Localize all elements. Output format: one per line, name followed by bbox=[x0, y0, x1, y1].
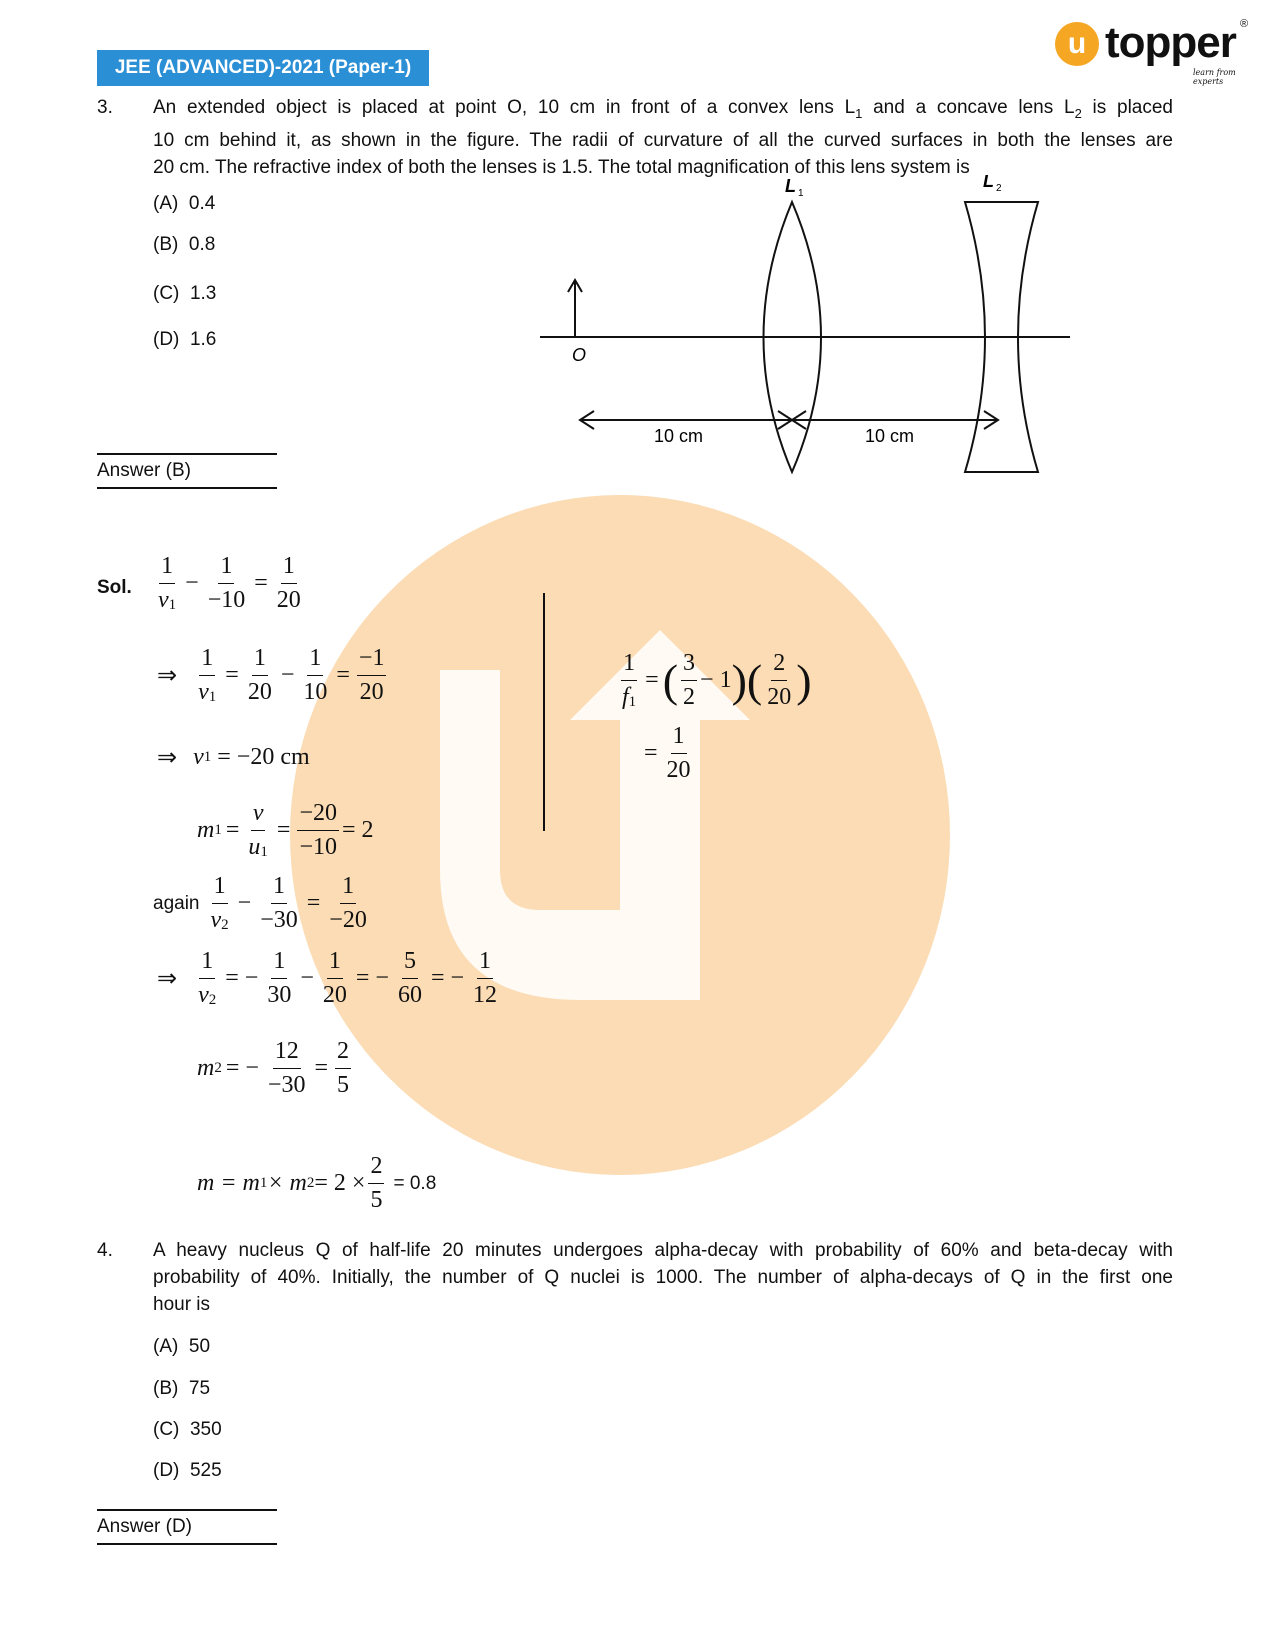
distance-label-2: 10 cm bbox=[865, 426, 915, 446]
logo-tagline: learn from experts bbox=[1193, 68, 1236, 86]
frac-num: 1 bbox=[252, 645, 268, 676]
lens2-label-sub: 2 bbox=[996, 183, 1002, 194]
focal-length-calc: $\frac{1}{f1}$ = ( $\frac{3}{2}$ − 1 )( $\frac{2}{20}$ ) bbox=[622, 650, 812, 710]
m1-sub: 1 bbox=[214, 822, 222, 838]
frac-den: 20 bbox=[322, 982, 347, 1008]
frac-den: −10 bbox=[299, 834, 337, 860]
frac-num: 1 bbox=[671, 723, 687, 754]
q3-option-c[interactable] bbox=[153, 283, 216, 305]
m1-sub: 1 bbox=[259, 1175, 268, 1191]
frac-den-sub: 1 bbox=[628, 694, 637, 710]
frac-num: 2 bbox=[368, 1153, 384, 1184]
v1-sub: 1 bbox=[203, 749, 212, 765]
frac-num: 2 bbox=[335, 1038, 351, 1069]
frac-den: v bbox=[158, 587, 169, 613]
q4-option-d[interactable] bbox=[153, 1460, 222, 1482]
question-3-number: 3. bbox=[97, 97, 113, 118]
again-text: again bbox=[153, 892, 200, 914]
solution-line-6: ⇒ $\frac{1}{v2}$ = − $\frac{1}{30}$ − $\frac{1}{20}$ = − $\frac{5}{60}$ = − $\frac{1}{12}$ bbox=[157, 948, 498, 1008]
solution-line-2: ⇒ $\frac{1}{v1}$ = $\frac{1}{20}$ − $\frac{1}{10}$ = $\frac{-1}{20}$ bbox=[157, 645, 385, 705]
q4-option-c[interactable] bbox=[153, 1419, 222, 1441]
frac-num: 1 bbox=[212, 873, 228, 904]
frac-num: 1 bbox=[340, 873, 356, 904]
frac-den: −30 bbox=[260, 907, 298, 933]
frac-den-sub: 1 bbox=[208, 689, 217, 705]
frac-den: 20 bbox=[276, 587, 301, 613]
solution-label: Sol. bbox=[97, 577, 132, 598]
frac-den: 30 bbox=[267, 982, 292, 1008]
q4-text-line3: hour is bbox=[153, 1294, 211, 1315]
question-3-text bbox=[153, 94, 1173, 181]
opt-label: (A) bbox=[153, 1336, 179, 1357]
solution-divider bbox=[543, 593, 545, 831]
q3-option-a[interactable] bbox=[153, 193, 215, 215]
solution-line-4: m 1 = $\frac{v}{u1}$ = $\frac{-20}{-10}$ = 2 bbox=[197, 800, 374, 860]
logo-registered-mark: ® bbox=[1240, 18, 1249, 30]
frac-num: 1 bbox=[307, 645, 323, 676]
lens-system-figure bbox=[530, 175, 1090, 485]
frac-den: −10 bbox=[207, 587, 246, 613]
lens2-label: L bbox=[983, 175, 994, 191]
frac-den-sub: 1 bbox=[260, 844, 268, 860]
frac-den: 5 bbox=[370, 1187, 383, 1213]
implies-icon: ⇒ bbox=[157, 745, 178, 771]
q3-text-part2: and a concave lens L bbox=[862, 97, 1075, 118]
m2-symbol: m bbox=[197, 1055, 215, 1081]
frac-num: 2 bbox=[771, 650, 787, 681]
question-4-number: 4. bbox=[97, 1240, 113, 1261]
frac-den: 5 bbox=[337, 1072, 350, 1098]
point-o-label: O bbox=[572, 345, 587, 365]
opt-label: (A) bbox=[153, 193, 179, 214]
m-final-value: = 0.8 bbox=[393, 1172, 437, 1194]
solution-line-8 bbox=[197, 1153, 436, 1214]
focal-length-result: = $\frac{1}{20}$ bbox=[644, 723, 691, 783]
q4-text-line1: A heavy nucleus Q of half-life 20 minutes undergoes alpha-decay with probability of 60% and beta-decay with bbox=[153, 1240, 1173, 1261]
m-product-lhs: m = m bbox=[197, 1170, 260, 1196]
solution-line-7: m 2 = − $\frac{12}{-30}$ = $\frac{2}{5}$ bbox=[197, 1038, 350, 1098]
logo-name: topper bbox=[1105, 18, 1236, 67]
frac-num: 3 bbox=[681, 650, 697, 681]
solution-line-1: $\frac{1}{v1}$ − $\frac{1}{-10}$ = $\frac{1}{20}$ bbox=[158, 553, 301, 613]
frac-num: −1 bbox=[357, 645, 387, 676]
opt-value: 350 bbox=[189, 1419, 222, 1440]
frac-den: 60 bbox=[397, 982, 422, 1008]
m-product-eq: = 2 × bbox=[314, 1170, 366, 1196]
opt-value: 525 bbox=[189, 1460, 222, 1481]
frac-den: −20 bbox=[329, 907, 367, 933]
frac-num: 1 bbox=[271, 873, 287, 904]
opt-label: (C) bbox=[153, 283, 180, 304]
v1-value: = −20 cm bbox=[217, 744, 310, 770]
frac-num: 1 bbox=[281, 553, 297, 584]
opt-value: 50 bbox=[188, 1336, 211, 1357]
opt-value: 1.6 bbox=[189, 329, 217, 350]
m2-sub: 2 bbox=[214, 1060, 222, 1076]
m1-symbol: m bbox=[197, 817, 215, 843]
q4-answer: Answer (D) bbox=[97, 1509, 277, 1545]
frac-den: 12 bbox=[473, 982, 498, 1008]
frac-den: 20 bbox=[247, 679, 272, 705]
q4-text-line2: probability of 40%. Initially, the number of Q nuclei is 1000. The number of alpha-decays of Q in the first one bbox=[153, 1267, 1173, 1288]
exam-tag: JEE (ADVANCED)-2021 (Paper-1) bbox=[97, 50, 429, 86]
q3-text-line3: 20 cm. The refractive index of both the lenses is 1.5. The total magnification of this lens system is bbox=[153, 156, 970, 178]
distance-label-1: 10 cm bbox=[654, 426, 704, 446]
frac-den: v bbox=[198, 679, 209, 705]
q3-l1-sub: 1 bbox=[855, 105, 863, 121]
frac-num: 12 bbox=[273, 1038, 301, 1069]
opt-label: (B) bbox=[153, 1378, 179, 1399]
q3-text-line2: 10 cm behind it, as shown in the figure. The radii of curvature of all the curved surfaces in both the lenses are bbox=[153, 129, 1173, 151]
lens1-label-sub: 1 bbox=[798, 188, 804, 199]
frac-den-sub: 1 bbox=[168, 597, 177, 613]
solution-line-3 bbox=[153, 743, 310, 772]
frac-den-sub: 2 bbox=[208, 992, 217, 1008]
frac-den: 10 bbox=[303, 679, 328, 705]
frac-num: 1 bbox=[621, 650, 637, 681]
frac-num: v bbox=[251, 800, 266, 831]
opt-value: 0.4 bbox=[188, 193, 216, 214]
q3-option-d[interactable] bbox=[153, 329, 216, 351]
frac-den: v bbox=[210, 907, 222, 933]
frac-den: u bbox=[248, 834, 261, 860]
q3-text-part3: is placed bbox=[1081, 97, 1173, 118]
frac-num: 5 bbox=[402, 948, 418, 979]
lens1-label: L bbox=[785, 176, 796, 196]
opt-value: 0.8 bbox=[188, 234, 216, 255]
m-product-mid: × m bbox=[267, 1170, 307, 1196]
implies-icon: ⇒ bbox=[157, 966, 178, 992]
frac-den: f bbox=[622, 684, 629, 710]
minus-one: − 1 bbox=[700, 667, 732, 693]
frac-num: 1 bbox=[477, 948, 493, 979]
frac-den: 20 bbox=[767, 684, 792, 710]
frac-num: 1 bbox=[199, 645, 215, 676]
q4-option-a[interactable] bbox=[153, 1336, 210, 1358]
logo-u-icon: u bbox=[1055, 22, 1099, 66]
frac-den: −30 bbox=[267, 1072, 306, 1098]
frac-den: v bbox=[198, 982, 209, 1008]
frac-den: 2 bbox=[683, 684, 696, 710]
frac-den: 20 bbox=[359, 679, 384, 705]
q3-l2-sub: 2 bbox=[1074, 105, 1082, 121]
q4-option-b[interactable] bbox=[153, 1378, 210, 1400]
brand-logo[interactable] bbox=[1055, 18, 1249, 86]
v1-symbol: v bbox=[193, 744, 204, 770]
frac-num: 1 bbox=[199, 948, 215, 979]
q3-text-part1: An extended object is placed at point O, 10 cm in front of a convex lens L bbox=[153, 97, 856, 118]
m2-sub: 2 bbox=[306, 1175, 315, 1191]
opt-label: (B) bbox=[153, 234, 179, 255]
solution-line-5: again $\frac{1}{v2}$ − $\frac{1}{-30}$ = $\frac{1}{-20}$ bbox=[153, 873, 367, 933]
question-4-text bbox=[153, 1237, 1173, 1318]
frac-num: 1 bbox=[218, 553, 234, 584]
q3-answer: Answer (B) bbox=[97, 453, 277, 489]
frac-num: −20 bbox=[297, 800, 339, 831]
frac-num: 1 bbox=[327, 948, 343, 979]
frac-num: 1 bbox=[271, 948, 287, 979]
opt-value: 75 bbox=[188, 1378, 211, 1399]
frac-den-sub: 2 bbox=[221, 917, 229, 933]
frac-den: 20 bbox=[666, 757, 691, 783]
opt-label: (D) bbox=[153, 329, 180, 350]
m1-value: = 2 bbox=[341, 817, 374, 843]
q3-option-b[interactable] bbox=[153, 234, 215, 256]
opt-label: (C) bbox=[153, 1419, 180, 1440]
frac-num: 1 bbox=[159, 553, 175, 584]
opt-label: (D) bbox=[153, 1460, 180, 1481]
opt-value: 1.3 bbox=[189, 283, 217, 304]
implies-icon: ⇒ bbox=[157, 663, 178, 689]
